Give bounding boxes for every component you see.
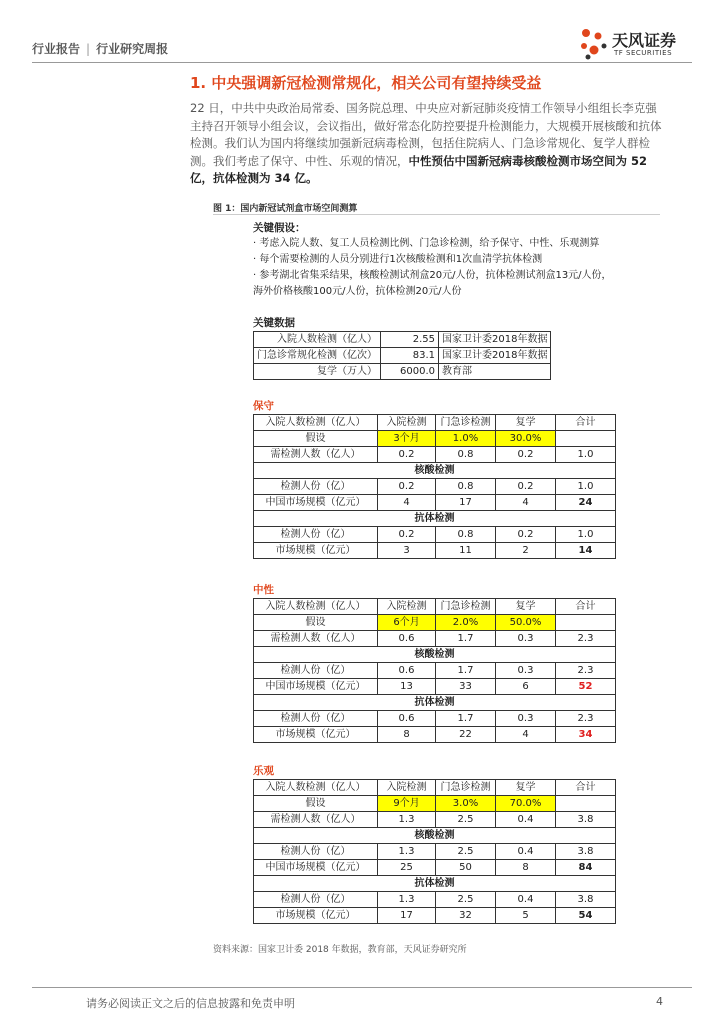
table-cell: 0.2	[496, 479, 556, 495]
table-cell: 1.7	[436, 711, 496, 727]
company-logo	[576, 24, 706, 64]
assumption-cell: 1.0%	[436, 431, 496, 447]
table-row	[254, 876, 616, 892]
table-cell: 11	[436, 543, 496, 559]
report-type	[32, 40, 168, 57]
keydata-value: 2.55	[381, 332, 439, 348]
table-row	[254, 447, 616, 463]
table-cell: 4	[378, 495, 436, 511]
section-title: 1. 中央强调新冠检测常规化，相关公司有望持续受益	[190, 74, 542, 92]
total-cell: 34	[556, 727, 616, 743]
table-header-cell: 门急诊检测	[436, 415, 496, 431]
table-cell: 0.4	[496, 844, 556, 860]
table-cell: 33	[436, 679, 496, 695]
table-cell: 2.5	[436, 892, 496, 908]
table-row	[254, 631, 616, 647]
figure-caption: 图 1：国内新冠试剂盒市场空间测算	[213, 204, 358, 214]
table-cell: 17	[436, 495, 496, 511]
total-cell: 52	[556, 679, 616, 695]
table-cell: 需检测人数（亿人）	[254, 812, 378, 828]
keydata-source: 国家卫计委2018年数据	[439, 348, 551, 364]
table-cell: 0.8	[436, 447, 496, 463]
table-cell: 1.3	[378, 844, 436, 860]
assumption-cell: 50.0%	[496, 615, 556, 631]
table-cell: 1.0	[556, 479, 616, 495]
table-header-cell: 合计	[556, 780, 616, 796]
table-cell: 0.2	[378, 447, 436, 463]
table-cell: 6	[496, 679, 556, 695]
table-cell: 0.6	[378, 631, 436, 647]
table-cell: 检测人份（亿）	[254, 844, 378, 860]
table-cell	[556, 431, 616, 447]
table-cell: 17	[378, 908, 436, 924]
scenario-table-conservative	[253, 414, 616, 559]
page-number: 4	[656, 995, 663, 1008]
table-row	[254, 527, 616, 543]
subsection-nucleic: 核酸检测	[254, 828, 616, 844]
table-cell: 0.2	[378, 479, 436, 495]
keydata-value: 6000.0	[381, 364, 439, 380]
table-row	[254, 663, 616, 679]
table-cell: 市场规模（亿元）	[254, 908, 378, 924]
table-cell: 0.4	[496, 892, 556, 908]
table-cell: 中国市场规模（亿元）	[254, 679, 378, 695]
table-cell	[556, 796, 616, 812]
keydata-label: 门急诊常规化检测（亿次）	[254, 348, 381, 364]
wind-logo-icon	[576, 24, 610, 64]
table-row	[254, 908, 616, 924]
table-cell: 2.3	[556, 711, 616, 727]
figure-rule	[213, 214, 660, 215]
total-cell: 24	[556, 495, 616, 511]
table-cell: 2	[496, 543, 556, 559]
table-cell: 假设	[254, 431, 378, 447]
scenario-label-conservative: 保守	[253, 400, 274, 412]
table-cell: 检测人份（亿）	[254, 479, 378, 495]
table-cell: 0.3	[496, 711, 556, 727]
header-divider: |	[86, 42, 91, 56]
table-header-cell: 入院检测	[378, 599, 436, 615]
table-cell: 2.3	[556, 663, 616, 679]
subsection-antibody: 抗体检测	[254, 511, 616, 527]
logo-name-en: TF SECURITIES	[614, 49, 673, 57]
assumption-cell: 2.0%	[436, 615, 496, 631]
paragraph-text: 22 日，中共中央政治局常委、国务院总理、中央应对新冠肺炎疫情工作领导小组组长李克强主持召开领导小组会议，会议指出，做好常态化防控要提升检测能力，大规模开展核酸和抗体检测。我们认为国内将继续加强新冠病毒检测，包括住院病人、门急诊常规化、复学人群检测。我们考虑了保守、中性、乐观的情况，	[190, 101, 662, 168]
subsection-nucleic: 核酸检测	[254, 463, 616, 479]
table-cell: 2.3	[556, 631, 616, 647]
table-header-cell: 入院人数检测（亿人）	[254, 599, 378, 615]
table-row	[254, 711, 616, 727]
assumptions-heading: 关键假设：	[253, 222, 306, 234]
table-header-cell: 入院人数检测（亿人）	[254, 780, 378, 796]
table-row	[254, 463, 616, 479]
table-cell: 0.6	[378, 711, 436, 727]
table-cell: 1.3	[378, 892, 436, 908]
table-row	[254, 543, 616, 559]
table-cell: 1.7	[436, 663, 496, 679]
table-header-cell: 入院人数检测（亿人）	[254, 415, 378, 431]
table-cell: 检测人份（亿）	[254, 711, 378, 727]
table-cell: 8	[378, 727, 436, 743]
keydata-heading: 关键数据	[253, 317, 295, 329]
total-cell: 54	[556, 908, 616, 924]
table-cell: 需检测人数（亿人）	[254, 631, 378, 647]
table-cell: 32	[436, 908, 496, 924]
table-row	[254, 348, 551, 364]
table-cell: 2.5	[436, 844, 496, 860]
keydata-label: 复学（万人）	[254, 364, 381, 380]
key-assumptions	[253, 220, 613, 300]
table-cell	[556, 615, 616, 631]
subsection-antibody: 抗体检测	[254, 876, 616, 892]
table-cell: 假设	[254, 615, 378, 631]
table-row	[254, 695, 616, 711]
table-cell: 市场规模（亿元）	[254, 727, 378, 743]
assumption-item: · 每个需要检测的人员分别进行1次核酸检测和1次血清学抗体检测	[253, 254, 543, 265]
table-cell: 25	[378, 860, 436, 876]
table-cell: 假设	[254, 796, 378, 812]
paragraph-key-conclusion: 中性预估中国新冠病毒核酸检测市场空间为 52 亿，抗体检测为 34 亿。	[190, 153, 648, 185]
subsection-nucleic: 核酸检测	[254, 647, 616, 663]
table-cell: 0.2	[378, 527, 436, 543]
total-cell: 14	[556, 543, 616, 559]
subsection-antibody: 抗体检测	[254, 695, 616, 711]
table-header-cell: 门急诊检测	[436, 599, 496, 615]
assumption-cell: 6个月	[378, 615, 436, 631]
table-row	[254, 780, 616, 796]
table-cell: 3.8	[556, 844, 616, 860]
table-cell: 22	[436, 727, 496, 743]
table-cell: 1.7	[436, 631, 496, 647]
table-cell: 中国市场规模（亿元）	[254, 495, 378, 511]
report-subcategory: 行业研究周报	[96, 42, 169, 56]
assumption-cell: 9个月	[378, 796, 436, 812]
table-cell: 0.3	[496, 631, 556, 647]
table-row	[254, 679, 616, 695]
table-cell: 0.8	[436, 527, 496, 543]
table-cell: 0.4	[496, 812, 556, 828]
table-cell: 13	[378, 679, 436, 695]
table-cell: 3.8	[556, 892, 616, 908]
table-cell: 中国市场规模（亿元）	[254, 860, 378, 876]
table-cell: 1.0	[556, 447, 616, 463]
scenario-label-neutral: 中性	[253, 584, 274, 596]
scenario-table-optimistic	[253, 779, 616, 924]
table-row	[254, 511, 616, 527]
table-cell: 4	[496, 727, 556, 743]
table-cell: 检测人份（亿）	[254, 892, 378, 908]
table-header-cell: 复学	[496, 415, 556, 431]
table-header-cell: 复学	[496, 780, 556, 796]
table-cell: 3.8	[556, 812, 616, 828]
table-cell: 检测人份（亿）	[254, 527, 378, 543]
keydata-source: 国家卫计委2018年数据	[439, 332, 551, 348]
table-row	[254, 892, 616, 908]
report-category: 行业报告	[32, 42, 81, 56]
table-cell: 0.3	[496, 663, 556, 679]
logo-name: 天风证券	[612, 31, 677, 50]
keydata-table	[253, 331, 551, 380]
table-header-cell: 入院检测	[378, 415, 436, 431]
table-row	[254, 431, 616, 447]
table-row	[254, 727, 616, 743]
table-cell: 4	[496, 495, 556, 511]
keydata-source: 教育部	[439, 364, 551, 380]
header-rule	[32, 62, 692, 63]
table-row	[254, 860, 616, 876]
table-cell: 0.2	[496, 447, 556, 463]
keydata-value: 83.1	[381, 348, 439, 364]
table-cell: 3	[378, 543, 436, 559]
table-row	[254, 844, 616, 860]
table-cell: 1.3	[378, 812, 436, 828]
figure-source: 资料来源：国家卫计委 2018 年数据，教育部，天风证券研究所	[213, 945, 467, 955]
assumption-item: · 考虑入院人数、复工人员检测比例、门急诊检测，给予保守、中性、乐观测算	[253, 238, 600, 249]
table-cell: 2.5	[436, 812, 496, 828]
table-cell: 需检测人数（亿人）	[254, 447, 378, 463]
assumption-cell: 3个月	[378, 431, 436, 447]
table-cell: 0.6	[378, 663, 436, 679]
assumption-item: · 参考湖北省集采结果，核酸检测试剂盒20元/人份，抗体检测试剂盒13元/人份，海外价格核酸100元/人份，抗体检测20元/人份	[253, 270, 612, 297]
table-header-cell: 复学	[496, 599, 556, 615]
footer-rule	[32, 987, 692, 988]
table-row	[254, 828, 616, 844]
table-row	[254, 364, 551, 380]
scenario-table-neutral	[253, 598, 616, 743]
table-cell: 检测人份（亿）	[254, 663, 378, 679]
assumption-cell: 3.0%	[436, 796, 496, 812]
table-cell: 0.8	[436, 479, 496, 495]
table-row	[254, 599, 616, 615]
table-row	[254, 495, 616, 511]
table-row	[254, 332, 551, 348]
table-header-cell: 门急诊检测	[436, 780, 496, 796]
keydata-label: 入院人数检测（亿人）	[254, 332, 381, 348]
table-row	[254, 647, 616, 663]
footer-disclaimer: 请务必阅读正文之后的信息披露和免责申明	[86, 997, 295, 1010]
assumption-cell: 70.0%	[496, 796, 556, 812]
table-row	[254, 479, 616, 495]
table-row	[254, 615, 616, 631]
table-cell: 50	[436, 860, 496, 876]
table-cell: 0.2	[496, 527, 556, 543]
total-cell: 84	[556, 860, 616, 876]
table-row	[254, 812, 616, 828]
table-header-cell: 入院检测	[378, 780, 436, 796]
table-cell: 8	[496, 860, 556, 876]
table-row	[254, 415, 616, 431]
scenario-label-optimistic: 乐观	[253, 765, 274, 777]
body-paragraph	[190, 100, 666, 188]
table-cell: 1.0	[556, 527, 616, 543]
table-header-cell: 合计	[556, 415, 616, 431]
table-cell: 市场规模（亿元）	[254, 543, 378, 559]
assumption-cell: 30.0%	[496, 431, 556, 447]
table-header-cell: 合计	[556, 599, 616, 615]
table-row	[254, 796, 616, 812]
table-cell: 5	[496, 908, 556, 924]
